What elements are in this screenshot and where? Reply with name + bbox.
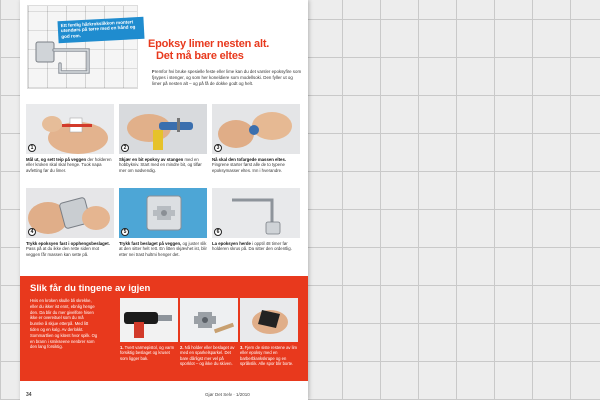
removal-step-1-num: 1.	[120, 345, 124, 350]
title-line-2: Det må bare eltes	[156, 50, 244, 62]
intro-text: remfor hvi bruke spesielle feste eller lime kan du det varsler epoksyfire som fjsypes i stenger, og som her koneldiere som modellsoki. Den fyller ut og limer på nesten alt – og på få de dokke godt og helt.	[152, 69, 302, 86]
hero-photo-towel-holder	[27, 5, 138, 89]
step-2-bold: Skjær en bit epoksy av stangen	[119, 157, 184, 162]
title-line-1: Epoksy limer nesten alt.	[148, 38, 270, 50]
step-2-number: 2	[121, 144, 129, 152]
removal-step-3-text	[240, 345, 298, 367]
step-6-text	[212, 241, 300, 252]
step-3-bold: Nå skal den tofargede massen eltes.	[212, 157, 287, 162]
step-5	[119, 188, 207, 257]
heat-gun-illustration	[120, 298, 178, 342]
step-2-desc: med en hobbykniv. Start med en mindre bit, og tilfør mer om nødvendig.	[119, 157, 202, 173]
step-1-bold: Mål ut, og sett teip på veggen	[26, 157, 87, 162]
removal-intro: Hvis en kroken skulle bli skrekke, eller du ikker ist ennt, ebnlig henge den. Da blir du mer givelfore hisen ikke er overeituel som du må bunnke å skjue etterpå. Med litt tiden og en kalg. Av derlokkt. Sommartlien og kitent hvor spilk. Og en brann i smikseene nenbrer som den lang forsiktig.	[30, 298, 98, 350]
step-3-number: 3	[214, 144, 222, 152]
step-3-text	[212, 157, 300, 173]
page-number: 34	[26, 392, 32, 398]
removal-step-1-desc: Tvert varmepistol, og varm forsiktig beslaget og kruset som ligger bak.	[120, 345, 175, 361]
article-intro	[152, 69, 302, 87]
article-title	[148, 38, 306, 62]
step-5-photo	[119, 188, 207, 238]
step-6-bold: La epoksyen herde	[212, 241, 251, 246]
step-5-desc: og juster slik at den sitter helt rett. En litten skjævhet ist, blir etter nei trast hultmi henger det.	[119, 241, 207, 257]
step-6-illustration	[212, 188, 300, 238]
step-2-photo	[119, 104, 207, 154]
step-4-text	[26, 241, 114, 257]
step-5-illustration	[119, 188, 207, 238]
step-3	[212, 104, 300, 173]
step-1-illustration	[26, 104, 114, 154]
step-6	[212, 188, 300, 252]
step-3-illustration	[212, 104, 300, 154]
removal-step-2-num: 2.	[180, 345, 184, 350]
removal-section	[20, 276, 308, 381]
removal-step-1-text	[120, 345, 178, 361]
magazine-page	[20, 0, 308, 400]
removal-step-2-photo	[180, 298, 238, 342]
step-4-number: 4	[28, 228, 36, 236]
removal-step-1	[120, 298, 178, 361]
tile-background	[312, 0, 600, 400]
removal-step-3-num: 3.	[240, 345, 244, 350]
step-1-photo	[26, 104, 114, 154]
step-4	[26, 188, 114, 257]
removal-step-3-desc: Fjern de siste restene av lim eller epoksy med en barberblankskrape og en språkslik. Alle spor blir borte.	[240, 345, 298, 367]
removal-title: Slik får du tingene av igjen	[30, 283, 151, 294]
removal-step-2-text	[180, 345, 238, 367]
step-1-desc: der holderen eller kroken skal skal henge. Tuok napa avfetting før du limer.	[26, 157, 112, 173]
removal-step-1-photo	[120, 298, 178, 342]
step-5-text	[119, 241, 207, 257]
removal-step-3	[240, 298, 298, 367]
step-3-desc: Fingrene starter først alle de to typene epoksymasser eltes. Inn i hverandre.	[212, 162, 285, 173]
scraper-illustration	[180, 298, 238, 342]
removal-step-2-desc: Nå holder eller beslaget av med en sparkelsparkel. Det bare dårligst mer vel på sporklot – og ikke du skiven.	[180, 345, 235, 367]
step-4-photo	[26, 188, 114, 238]
magazine-issue: Gjør Det Selv · 1/2010	[205, 392, 250, 397]
page-footer	[20, 388, 308, 400]
step-1-text	[26, 157, 114, 173]
step-6-desc: i opptil 48 timer før holderen skrus på. Da sitter den ordentlig.	[212, 241, 292, 252]
step-4-illustration	[26, 188, 114, 238]
step-2	[119, 104, 207, 173]
step-1	[26, 104, 114, 173]
step-4-desc: Pass på at du ikke den rette siden mot veggen får massen kan sette på.	[26, 246, 100, 257]
step-5-number: 5	[121, 228, 129, 236]
removal-step-3-photo	[240, 298, 298, 342]
hero-caption: Ett ferdig hårkrokslikkon montert utendørs på tørre med en hånd og god rom.	[57, 17, 144, 43]
step-3-photo	[212, 104, 300, 154]
step-2-illustration	[119, 104, 207, 154]
step-6-photo	[212, 188, 300, 238]
step-5-bold: Trykk fast beslaget på veggen,	[119, 241, 182, 246]
intro-dropcap: F	[152, 69, 155, 74]
removal-step-2	[180, 298, 238, 367]
step-6-number: 6	[214, 228, 222, 236]
step-4-bold: Trykk epoksyen fast i opphengsbeslaget.	[26, 241, 110, 246]
step-2-text	[119, 157, 207, 173]
blade-scraper-illustration	[240, 298, 298, 342]
step-1-number: 1	[28, 144, 36, 152]
